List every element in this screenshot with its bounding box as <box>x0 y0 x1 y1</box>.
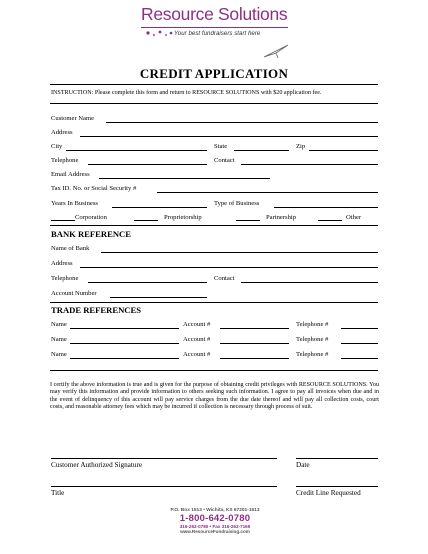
trade-section-rule <box>50 370 378 371</box>
partnership-checkbox[interactable] <box>236 220 260 221</box>
bank-reference-heading: BANK REFERENCE <box>51 229 131 239</box>
trade-telephone-label: Telephone # <box>296 336 329 343</box>
bank-account-field[interactable] <box>110 297 207 298</box>
contact-label: Contact <box>214 157 235 164</box>
footer-block <box>140 508 290 534</box>
footer-phone: 1-800-642-0780 <box>179 513 251 524</box>
zip-field[interactable] <box>309 150 378 151</box>
years-label: Years In Business <box>51 200 98 207</box>
type-label: Type of Business <box>214 200 260 207</box>
footer-phone-fax: 316-262-0780 • Fax 316-262-7169 <box>179 524 251 529</box>
trade-telephone-field[interactable] <box>341 358 378 359</box>
trade-name-label: Name <box>51 321 67 328</box>
page-title: CREDIT APPLICATION <box>139 66 289 81</box>
corporation-label: Corporation <box>75 214 107 221</box>
trade-name-label: Name <box>51 336 67 343</box>
bank-account-label: Account Number <box>51 290 97 297</box>
trade-telephone-label: Telephone # <box>296 351 329 358</box>
trade-name-field[interactable] <box>70 343 179 344</box>
tax-id-label: Tax ID. No. or Social Security # <box>51 185 137 192</box>
bank-contact-field[interactable] <box>241 282 378 283</box>
bank-name-field[interactable] <box>101 252 378 253</box>
trade-account-field[interactable] <box>220 328 289 329</box>
partnership-label: Partnership <box>266 214 297 221</box>
state-label: State <box>214 143 228 150</box>
bank-address-label: Address <box>51 260 73 267</box>
date-field[interactable] <box>296 458 378 459</box>
paper-plane-icon <box>262 43 290 59</box>
date-label: Date <box>296 461 310 469</box>
bank-section-rule <box>50 302 378 303</box>
stars-icon <box>144 29 174 39</box>
city-label: City <box>51 143 63 150</box>
bank-contact-label: Contact <box>214 275 235 282</box>
address-field[interactable] <box>80 136 378 137</box>
signature-label: Customer Authorized Signature <box>51 461 143 469</box>
trade-account-field[interactable] <box>220 358 289 359</box>
trade-account-label: Account # <box>183 336 211 343</box>
type-field[interactable] <box>274 207 378 208</box>
credit-line-label: Credit Line Requested <box>296 489 361 497</box>
email-field[interactable] <box>99 178 270 179</box>
trade-telephone-field[interactable] <box>341 328 378 329</box>
logo-divider <box>141 27 288 28</box>
bank-name-label: Name of Bank <box>51 245 90 252</box>
contact-field[interactable] <box>241 164 378 165</box>
other-checkbox[interactable] <box>318 220 342 221</box>
other-label: Other <box>346 214 362 221</box>
years-field[interactable] <box>112 207 207 208</box>
brand-tagline: Your best fundraisers start here <box>174 30 261 37</box>
customer-name-label: Customer Name <box>51 115 95 122</box>
brand-logo-name: Resource Solutions <box>141 4 288 24</box>
city-field[interactable] <box>66 150 207 151</box>
trade-name-field[interactable] <box>70 358 179 359</box>
trade-name-field[interactable] <box>70 328 179 329</box>
trade-name-label: Name <box>51 351 67 358</box>
telephone-field[interactable] <box>88 164 207 165</box>
bank-address-field[interactable] <box>80 267 378 268</box>
trade-telephone-field[interactable] <box>341 343 378 344</box>
proprietorship-label: Proprietorship <box>164 214 202 221</box>
bank-telephone-label: Telephone <box>51 275 79 282</box>
title-label: Title <box>51 489 65 497</box>
certification-text: I certify the above information is true and is given for the purpose of obtaining credit privileges with RESOURCE SOLUTIONS. You may verify this information and provide information to others seeking such information. I agree to pay all invoices when due and in the event of delinquency of this account will pay service charges from the due date thereof and will pay all collection costs, court costs, and reasonable attorney fees which may be incurred if collection is necessary through process of suit. <box>50 382 379 410</box>
state-field[interactable] <box>234 150 289 151</box>
customer-name-field[interactable] <box>106 122 378 123</box>
email-label: Email Address <box>51 171 90 178</box>
footer-address: P.O. Box 1513 • Wichita, KS 67201-1513 <box>170 508 260 513</box>
trade-references-heading: TRADE REFERENCES <box>51 305 142 315</box>
zip-label: Zip <box>296 143 306 150</box>
proprietorship-checkbox[interactable] <box>134 220 158 221</box>
footer-website: www.ResourceFundraising.com <box>180 529 250 534</box>
bank-telephone-field[interactable] <box>88 282 207 283</box>
trade-account-field[interactable] <box>220 343 289 344</box>
customer-section-rule <box>50 225 378 226</box>
instruction-text: INSTRUCTION: Please complete this form and return to RESOURCE SOLUTIONS with $20 application fee. <box>51 90 322 96</box>
title-field[interactable] <box>51 486 277 487</box>
address-label: Address <box>51 129 73 136</box>
trade-telephone-label: Telephone # <box>296 321 329 328</box>
instruction-rule <box>50 103 378 104</box>
trade-account-label: Account # <box>183 321 211 328</box>
title-rule <box>50 84 378 85</box>
corporation-checkbox[interactable] <box>51 220 75 221</box>
telephone-label: Telephone <box>51 157 79 164</box>
signature-line-duplicate <box>51 458 277 459</box>
tax-id-field[interactable] <box>157 192 378 193</box>
trade-account-label: Account # <box>183 351 211 358</box>
credit-line-field[interactable] <box>296 486 378 487</box>
